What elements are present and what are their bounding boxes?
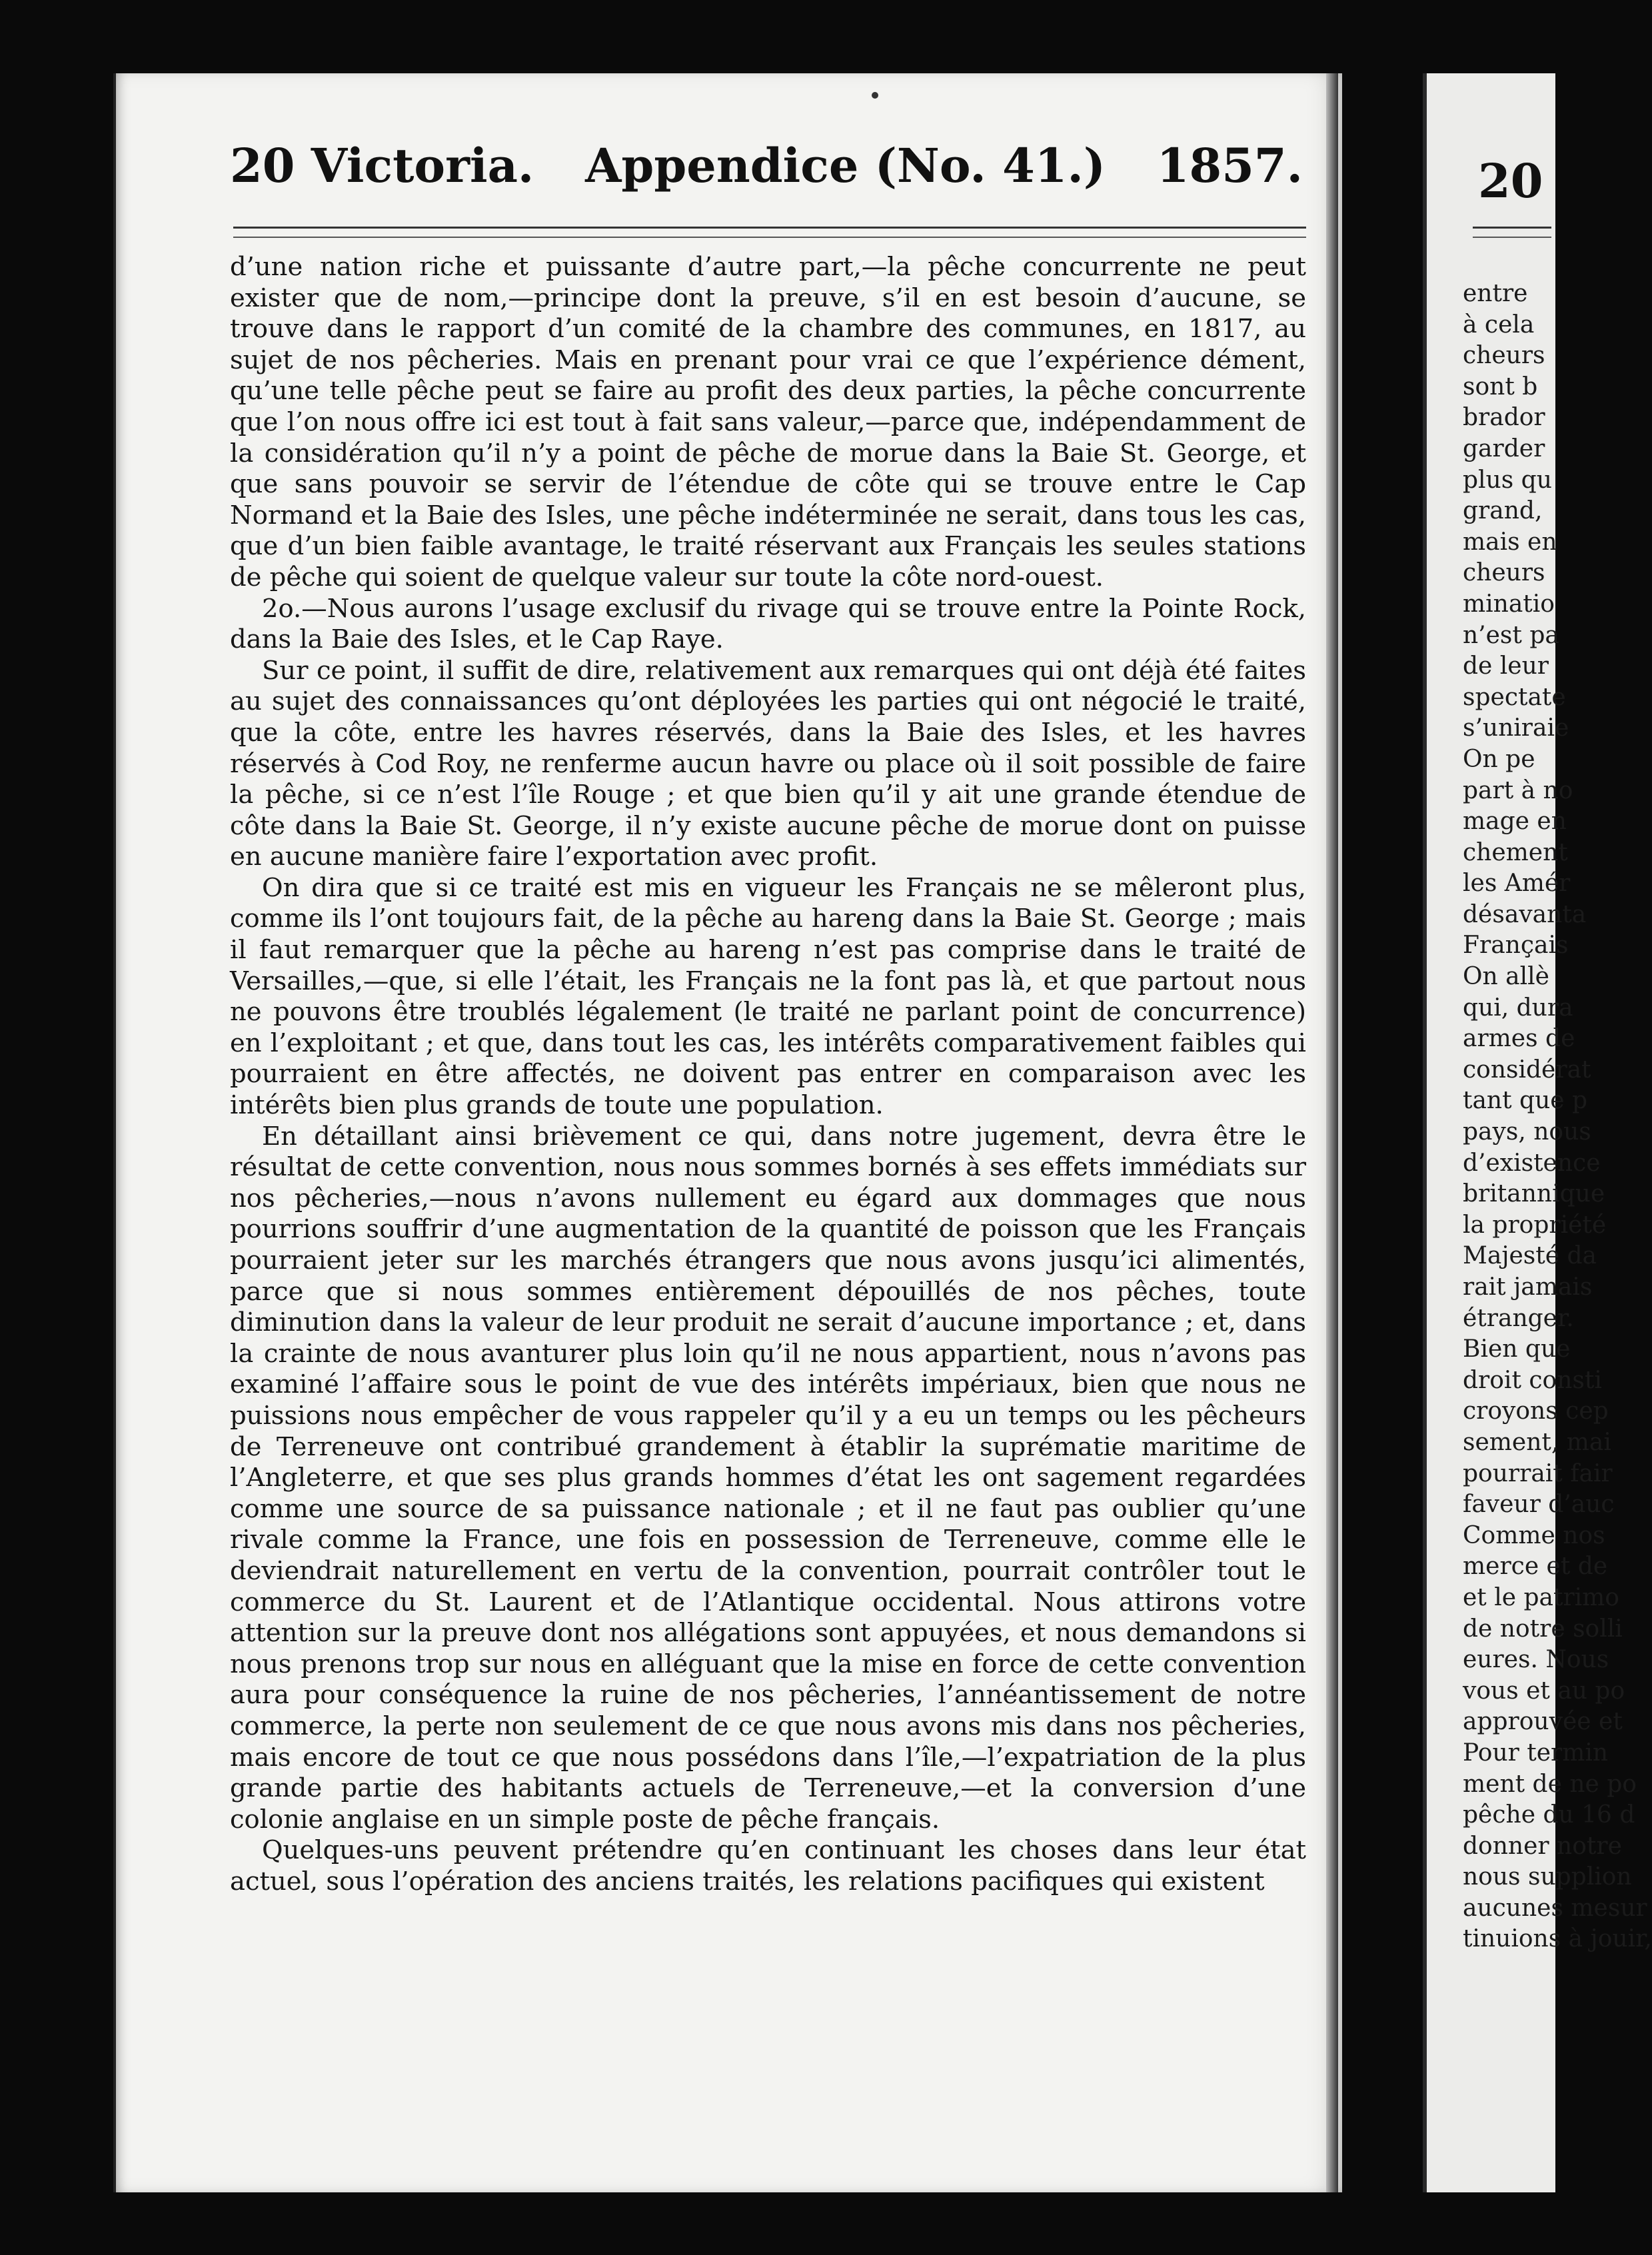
right-page-line: croyons cep xyxy=(1463,1397,1609,1425)
body-text xyxy=(230,252,1306,1897)
header-rule-bottom xyxy=(233,237,1306,238)
right-page-line: qui, dura xyxy=(1463,994,1573,1022)
right-page-line: chement xyxy=(1463,838,1568,866)
right-page-line: tinuions à jouir, xyxy=(1463,1925,1652,1953)
right-page-line: On pe xyxy=(1463,745,1535,773)
right-page-line: s’uniraie xyxy=(1463,714,1569,742)
right-page-line: sement, mai xyxy=(1463,1428,1611,1456)
header-year: 1857. xyxy=(1156,138,1303,193)
ink-dot xyxy=(872,92,878,99)
right-page-line: pays, nous xyxy=(1463,1118,1591,1146)
right-page-line: nous supplion xyxy=(1463,1863,1632,1891)
right-page-line: vous et au po xyxy=(1463,1677,1625,1705)
right-page-line: désavanta xyxy=(1463,900,1587,928)
right-page-line: et le patrimo xyxy=(1463,1583,1619,1611)
right-page-line: considérat xyxy=(1463,1056,1591,1084)
right-page-line: à cela xyxy=(1463,311,1535,339)
right-page-line: plus qu xyxy=(1463,466,1552,494)
paragraph: En détaillant ainsi brièvement ce qui, dans notre jugement, devra être le résultat de cette convention, nous nous sommes bornés à ses effets immédiats sur nos pêcheries,—nous n’avons nullement eu égard aux dommages que nous pourrions souffrir d’une augmentation de la quantité de poisson que les Français pourraient jeter sur les marchés étrangers que nous avons jusqu’ici alimentés, parce que si nous sommes entièrement dépouillés de nos pêches, toute diminution dans la valeur de leur produit ne serait d’aucune importance ; et, dans la crainte de nous avanturer plus loin qu’il ne nous appartient, nous n’avons pas examiné l’affaire sous le point de vue des intérêts impériaux, bien que nous ne puissions nous empêcher de vous rappeler qu’il y a eu un temps ou les pêcheurs de Terreneuve ont contribué grandement à établir la suprématie maritime de l’Angleterre, et que ses plus grands hommes d’état les ont sagement regardées comme une source de sa puissance nationale ; et il ne faut pas oublier qu’une rivale comme la France, une fois en possession de Terreneuve, comme elle le deviendrait naturellement en vertu de la convention, pourrait contrôler tout le commerce du St. Laurent et de l’Atlantique occidental. Nous attirons votre attention sur la preuve dont nos allégations sont appuyées, et nous demandons si nous prenons trop sur nous en alléguant que la mise en force de cette convention aura pour conséquence la ruine de nos pêcheries, l’annéantissement de notre commerce, la perte non seulement de ce que nous avons mis dans nos pêcheries, mais encore de tout ce que nous possédons dans l’île,—l’expatriation de la plus grande partie des habitants actuels de Terreneuve,—et la conversion d’une colonie anglaise en un simple poste de pêche français. xyxy=(230,1121,1306,1835)
right-page-line: garder xyxy=(1463,434,1545,462)
right-page-line: Majesté da xyxy=(1463,1242,1597,1270)
right-page-line: merce et de xyxy=(1463,1553,1608,1581)
right-page-line: aucunes mesur xyxy=(1463,1894,1647,1922)
right-page-line: d’existence xyxy=(1463,1149,1601,1177)
right-page-line: rait jamais xyxy=(1463,1273,1593,1301)
right-page-line: brador xyxy=(1463,404,1545,432)
right-page-line: pêche du 16 d xyxy=(1463,1801,1635,1829)
header-session: 20 Victoria. xyxy=(230,138,534,193)
right-page-line: de notre solli xyxy=(1463,1615,1623,1643)
right-page-text xyxy=(1463,279,1652,1955)
running-header xyxy=(230,127,1303,193)
right-page-line: de leur xyxy=(1463,652,1549,680)
right-page-line: sont b xyxy=(1463,373,1538,400)
right-page-line: Comme nos xyxy=(1463,1521,1605,1549)
right-page-line: mage en xyxy=(1463,808,1567,836)
header-appendix: Appendice (No. 41.) xyxy=(585,138,1106,193)
right-page-line: Français xyxy=(1463,932,1569,960)
right-page-line: ment de ne po xyxy=(1463,1770,1637,1798)
paragraph: 2o.—Nous aurons l’usage exclusif du rivage qui se trouve entre la Pointe Rock, dans la Baie des Isles, et le Cap Raye. xyxy=(230,593,1306,655)
page-gutter xyxy=(1326,73,1338,2192)
right-page-line: cheurs xyxy=(1463,559,1545,587)
right-page-line: armes de xyxy=(1463,1025,1575,1053)
right-page-line: faveur d’auc xyxy=(1463,1491,1615,1519)
right-page-line: britannique xyxy=(1463,1180,1605,1208)
right-page-line: Pour termin xyxy=(1463,1739,1609,1767)
right-page-line: spectate xyxy=(1463,683,1566,711)
right-page-line: entre xyxy=(1463,280,1528,307)
right-page-header: 20 xyxy=(1478,153,1543,209)
right-page-line: On allè xyxy=(1463,963,1549,991)
paragraph: Quelques-uns peuvent prétendre qu’en continuant les choses dans leur état actuel, sous l’opération des anciens traités, les relations pacifiques qui existent xyxy=(230,1835,1306,1896)
right-page-line: mais en xyxy=(1463,528,1557,556)
right-page-line: donner notre xyxy=(1463,1832,1622,1860)
right-page-line: minatio xyxy=(1463,590,1555,618)
right-page-line: Bien que xyxy=(1463,1335,1571,1363)
right-header-rule-bottom xyxy=(1473,237,1551,238)
right-page-line: part à no xyxy=(1463,776,1573,804)
right-page-line: étranger. xyxy=(1463,1304,1574,1332)
right-page-line: les Amér xyxy=(1463,870,1571,898)
right-page-line: droit consti xyxy=(1463,1366,1602,1394)
right-page-line: cheurs xyxy=(1463,342,1545,370)
header-rule-top xyxy=(233,227,1306,229)
right-page-line: approuvée et xyxy=(1463,1708,1623,1736)
right-page-line: n’est pa xyxy=(1463,621,1559,649)
paragraph: d’une nation riche et puissante d’autre part,—la pêche concurrente ne peut exister que de nom,—principe dont la preuve, s’il en est besoin d’aucune, se trouve dans le rapport d’un comité de la chambre des communes, en 1817, au sujet de nos pêcheries. Mais en prenant pour vrai ce que l’expérience dément, qu’une telle pêche peut se faire au profit des deux parties, la pêche concurrente que l’on nous offre ici est tout à fait sans valeur,—parce que, indépendamment de la considération qu’il n’y a point de pêche de morue dans la Baie St. George, et que sans pouvoir se servir de l’étendue de côte qui se trouve entre le Cap Normand et la Baie des Isles, une pêche indéterminée ne serait, dans tous les cas, que d’un bien faible avantage, le traité réservant aux Français les seules stations de pêche qui soient de quelque valeur sur toute la côte nord-ouest. xyxy=(230,252,1306,592)
right-page-line: eures. Nous xyxy=(1463,1646,1609,1674)
paragraph: Sur ce point, il suffit de dire, relativement aux remarques qui ont déjà été faites au sujet des connaissances qu’ont déployées les parties qui ont négocié le traité, que la côte, entre les havres réservés, dans la Baie des Isles, et les havres réservés à Cod Roy, ne renferme aucun havre ou place où il soit possible de faire la pêche, si ce n’est l’île Rouge ; et que bien qu’il y ait une grande étendue de côte dans la Baie St. George, il n’y existe aucune pêche de morue dont on puisse en aucune manière faire l’exportation avec profit. xyxy=(230,655,1306,872)
right-page-line: la propriété xyxy=(1463,1211,1607,1239)
right-header-rule-top xyxy=(1473,227,1551,229)
paragraph: On dira que si ce traité est mis en vigueur les Français ne se mêleront plus, comme ils l’ont toujours fait, de la pêche au hareng dans la Baie St. George ; mais il faut remarquer que la pêche au hareng n’est pas comprise dans le traité de Versailles,—que, si elle l’était, les Français ne la font pas là, et que partout nous ne pouvons être troublés légalement (le traité ne parlant point de concurrence) en l’exploitant ; et que, dans tout les cas, les intérêts comparativement faibles qui pourraient en être affectés, ne doivent pas entrer en comparaison avec les intérêts bien plus grands de toute une population. xyxy=(230,872,1306,1121)
right-page-line: pourrait fair xyxy=(1463,1459,1613,1487)
right-page-line: grand, xyxy=(1463,497,1543,525)
right-page-line: tant que p xyxy=(1463,1087,1588,1115)
